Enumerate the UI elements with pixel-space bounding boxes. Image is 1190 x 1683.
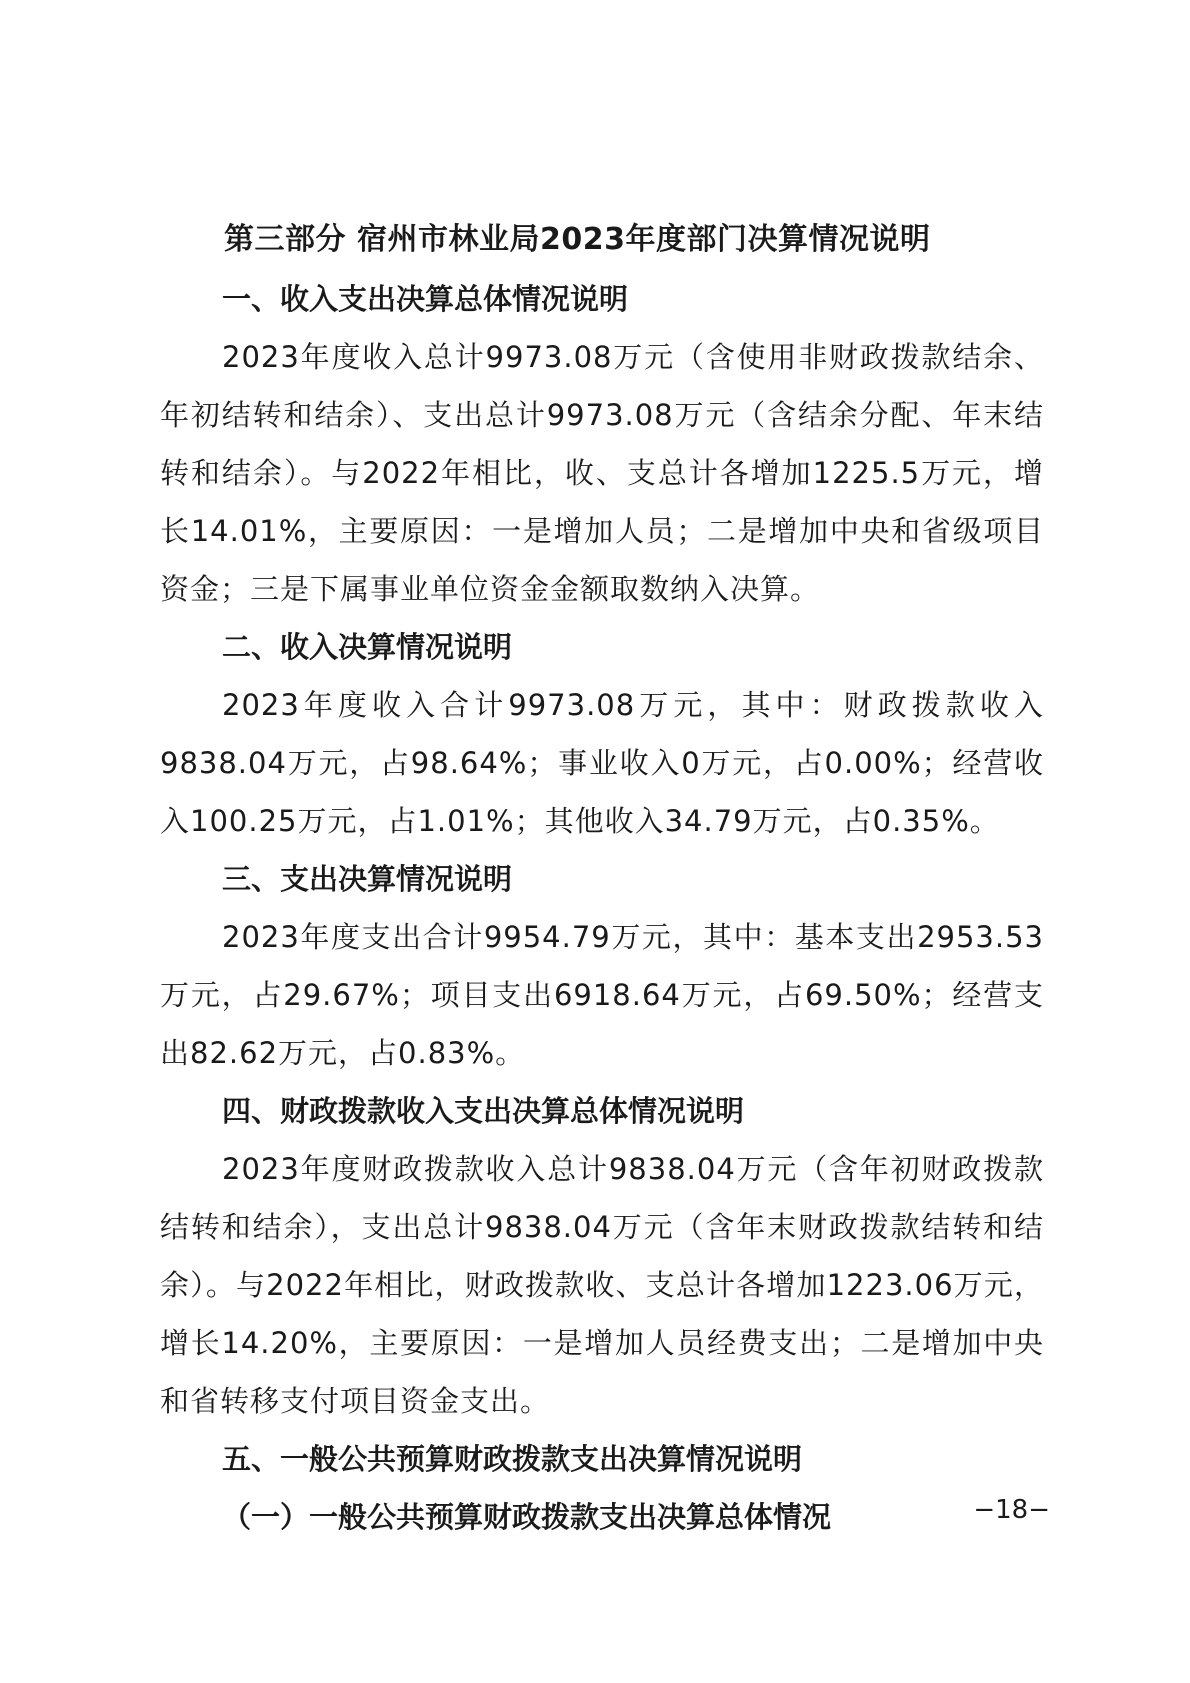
document-title: 第三部分 宿州市林业局2023年度部门决算情况说明 xyxy=(224,222,931,257)
section-paragraph-3: 2023年度支出合计9954.79万元，其中：基本支出2953.53万元，占29.67%；项目支出6918.64万元，占69.50%；经营支出82.62万元，占0.83%。 xyxy=(160,920,1044,1070)
section-paragraph-2: 2023年度收入合计9973.08万元，其中：财政拨款收入9838.04万元，占98.64%；事业收入0万元，占0.00%；经营收入100.25万元，占1.01%；其他收入34.79万元，占0.35%。 xyxy=(160,688,1044,838)
section-heading-3: 三、支出决算情况说明 xyxy=(222,862,513,896)
document-page xyxy=(160,210,1044,1546)
section-paragraph-4: 2023年度财政拨款收入总计9838.04万元（含年初财政拨款结转和结余），支出总计9838.04万元（含年末财政拨款结转和结余）。与2022年相比，财政拨款收、支总计各增加1223.06万元，增长14.20%，主要原因：一是增加人员经费支出；二是增加中央和省转移支付项目资金支出。 xyxy=(160,1152,1044,1418)
section-heading-4: 四、财政拨款收入支出决算总体情况说明 xyxy=(222,1094,745,1128)
page-number: −18− xyxy=(973,1495,1050,1525)
section-heading-1: 一、收入支出决算总体情况说明 xyxy=(222,282,629,316)
section-subheading-5-1: （一）一般公共预算财政拨款支出决算总体情况 xyxy=(222,1500,832,1534)
section-heading-5: 五、一般公共预算财政拨款支出决算情况说明 xyxy=(222,1442,803,1476)
section-heading-2: 二、收入决算情况说明 xyxy=(222,630,513,664)
section-paragraph-1: 2023年度收入总计9973.08万元（含使用非财政拨款结余、年初结转和结余）、支出总计9973.08万元（含结余分配、年末结转和结余）。与2022年相比，收、支总计各增加1225.5万元，增长14.01%，主要原因：一是增加人员；二是增加中央和省级项目资金；三是下属事业单位资金金额取数纳入决算。 xyxy=(160,340,1044,606)
